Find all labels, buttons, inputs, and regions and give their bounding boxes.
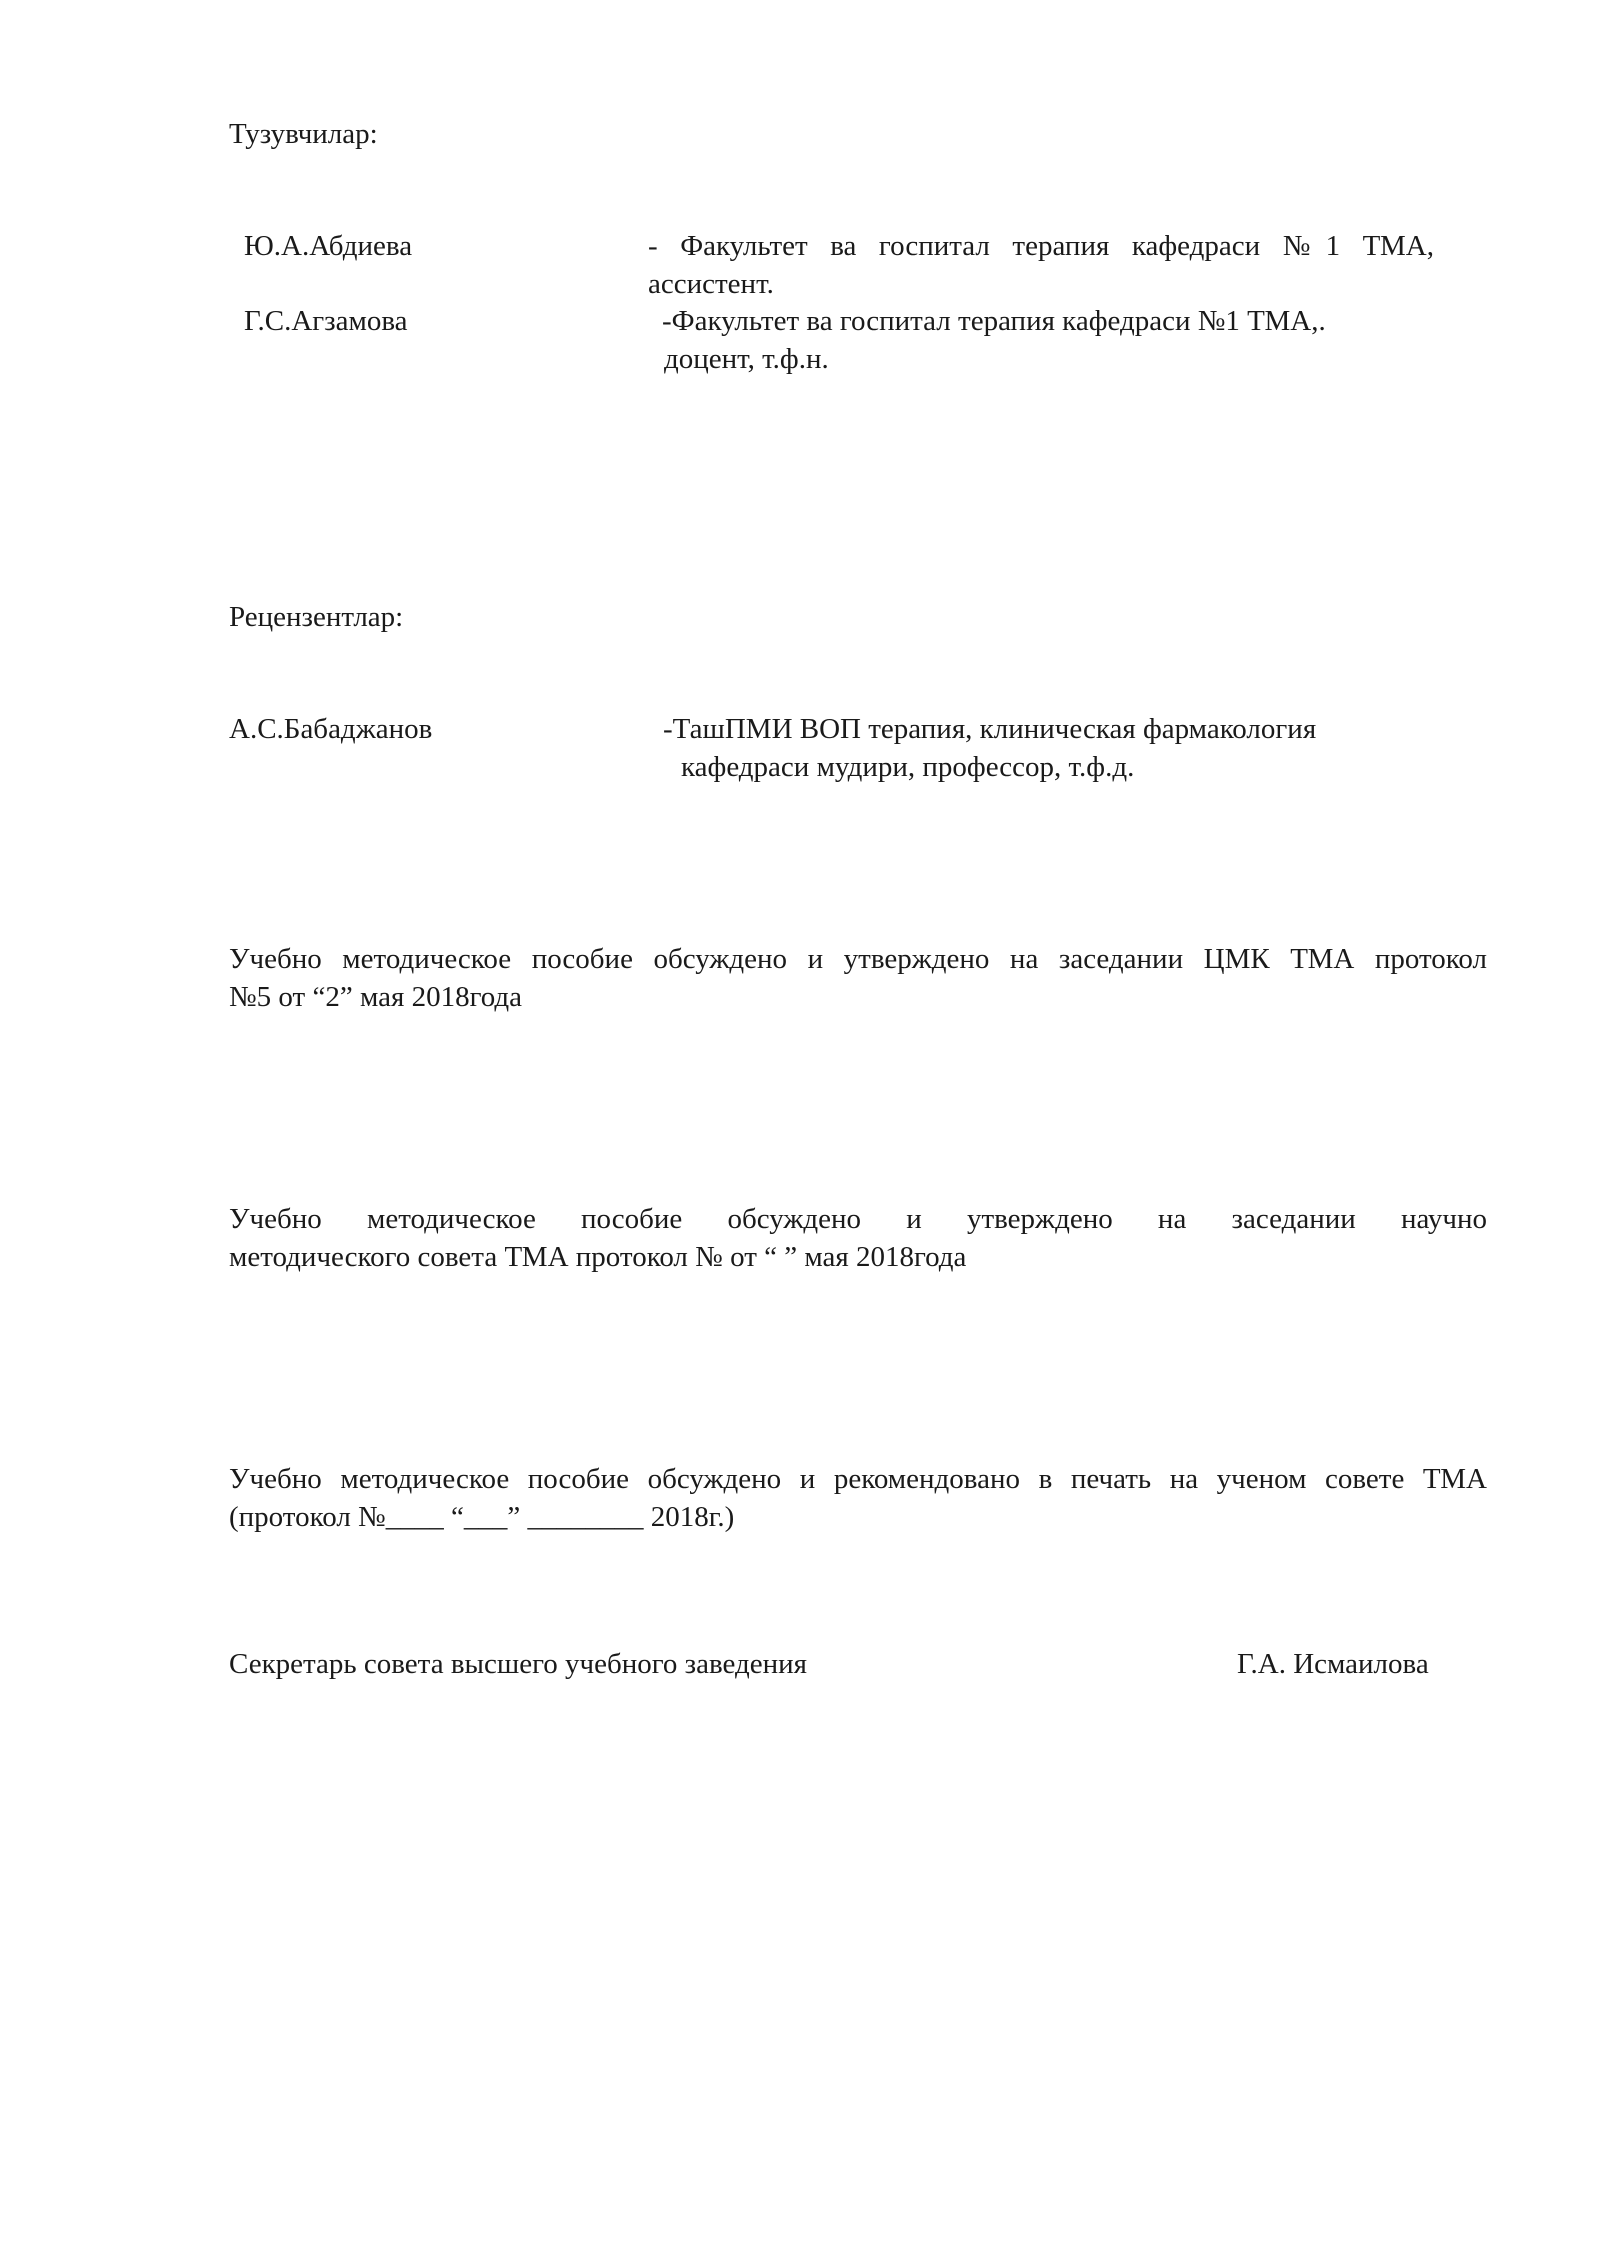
approval-line1: Учебно методическое пособие обсуждено и рекомендовано в печать на ученом совете ТМА <box>229 1463 1487 1495</box>
reviewer-role <box>663 710 1316 786</box>
approval-line1: Учебно методическое пособие обсуждено и утверждено на заседании ЦМК ТМА протокол <box>229 943 1487 975</box>
approval-line1: Учебно методическое пособие обсуждено и утверждено на заседании научно <box>229 1203 1487 1235</box>
reviewers-heading: Рецензентлар: <box>229 601 404 633</box>
compiler-name: Г.С.Агзамова <box>244 305 408 337</box>
compilers-heading: Тузувчилар: <box>229 118 378 150</box>
approval-paragraph <box>229 1200 1487 1276</box>
signature-name: Г.А. Исмаилова <box>1237 1648 1429 1680</box>
compiler-role-line1: - Факультет ва госпитал терапия кафедраси №1 ТМА, <box>648 230 1434 262</box>
signature-title: Секретарь совета высшего учебного заведения <box>229 1648 807 1680</box>
compiler-role-line2: ассистент. <box>648 268 774 300</box>
compiler-role-line2: доцент, т.ф.н. <box>664 343 829 375</box>
approval-paragraph <box>229 1460 1487 1536</box>
compiler-role-line1: -Факультет ва госпитал терапия кафедраси №1 ТМА,. <box>662 305 1326 337</box>
approval-line2: методического совета ТМА протокол № от “ ” мая 2018года <box>229 1241 967 1273</box>
approval-line2: (протокол №____ “___” ________ 2018г.) <box>229 1501 735 1533</box>
compiler-role <box>662 302 1326 378</box>
compiler-name: Ю.А.Абдиева <box>244 230 413 262</box>
reviewer-role-line1: -ТашПМИ ВОП терапия, клиническая фармакология <box>663 713 1317 745</box>
approval-line2: №5 от “2” мая 2018года <box>229 981 523 1013</box>
reviewer-name: А.С.Бабаджанов <box>229 713 433 745</box>
reviewer-role-line2: кафедраси мудири, профессор, т.ф.д. <box>681 751 1135 783</box>
compiler-role <box>648 227 1434 303</box>
approval-paragraph <box>229 940 1487 1016</box>
